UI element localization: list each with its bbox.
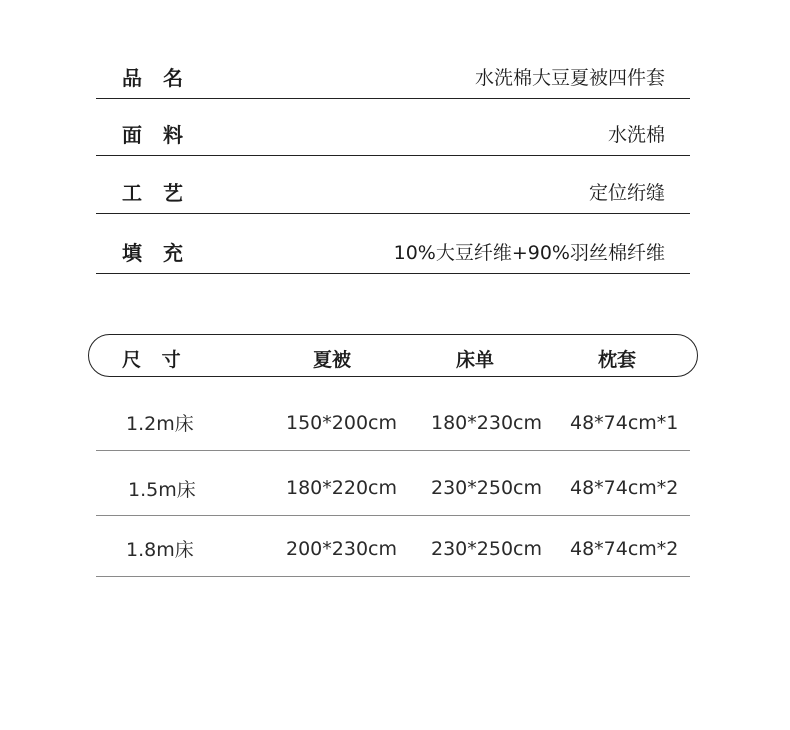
spec-value: 定位绗缝 (588, 182, 665, 204)
cell-bed-size: 1.5m床 (128, 479, 196, 501)
cell-pillowcase: 48*74cm*2 (570, 477, 679, 499)
table-row (96, 390, 690, 451)
table-row (96, 455, 690, 516)
spec-row-fabric (96, 99, 690, 156)
cell-sheet: 230*250cm (431, 477, 542, 499)
cell-sheet: 180*230cm (431, 412, 542, 434)
spec-value: 水洗棉大豆夏被四件套 (474, 67, 665, 89)
header-pillowcase: 枕套 (598, 349, 637, 371)
cell-quilt: 200*230cm (286, 538, 397, 560)
spec-row-filling (96, 217, 690, 274)
header-quilt: 夏被 (313, 349, 352, 371)
header-size: 尺 寸 (122, 349, 181, 371)
cell-quilt: 180*220cm (286, 477, 397, 499)
cell-pillowcase: 48*74cm*1 (570, 412, 679, 434)
cell-quilt: 150*200cm (286, 412, 397, 434)
spec-row-name (96, 42, 690, 99)
spec-row-craft (96, 157, 690, 214)
header-sheet: 床单 (456, 349, 495, 371)
spec-label: 品 名 (122, 66, 183, 90)
table-row (96, 516, 690, 577)
cell-pillowcase: 48*74cm*2 (570, 538, 679, 560)
cell-bed-size: 1.2m床 (126, 413, 194, 435)
size-table-header (88, 334, 698, 377)
spec-value: 水洗棉 (607, 124, 665, 146)
cell-sheet: 230*250cm (431, 538, 542, 560)
spec-label: 填 充 (122, 241, 183, 265)
spec-value: 10%大豆纤维+90%羽丝棉纤维 (393, 242, 665, 264)
cell-bed-size: 1.8m床 (126, 539, 194, 561)
spec-label: 面 料 (122, 123, 183, 147)
spec-label: 工 艺 (122, 181, 183, 205)
